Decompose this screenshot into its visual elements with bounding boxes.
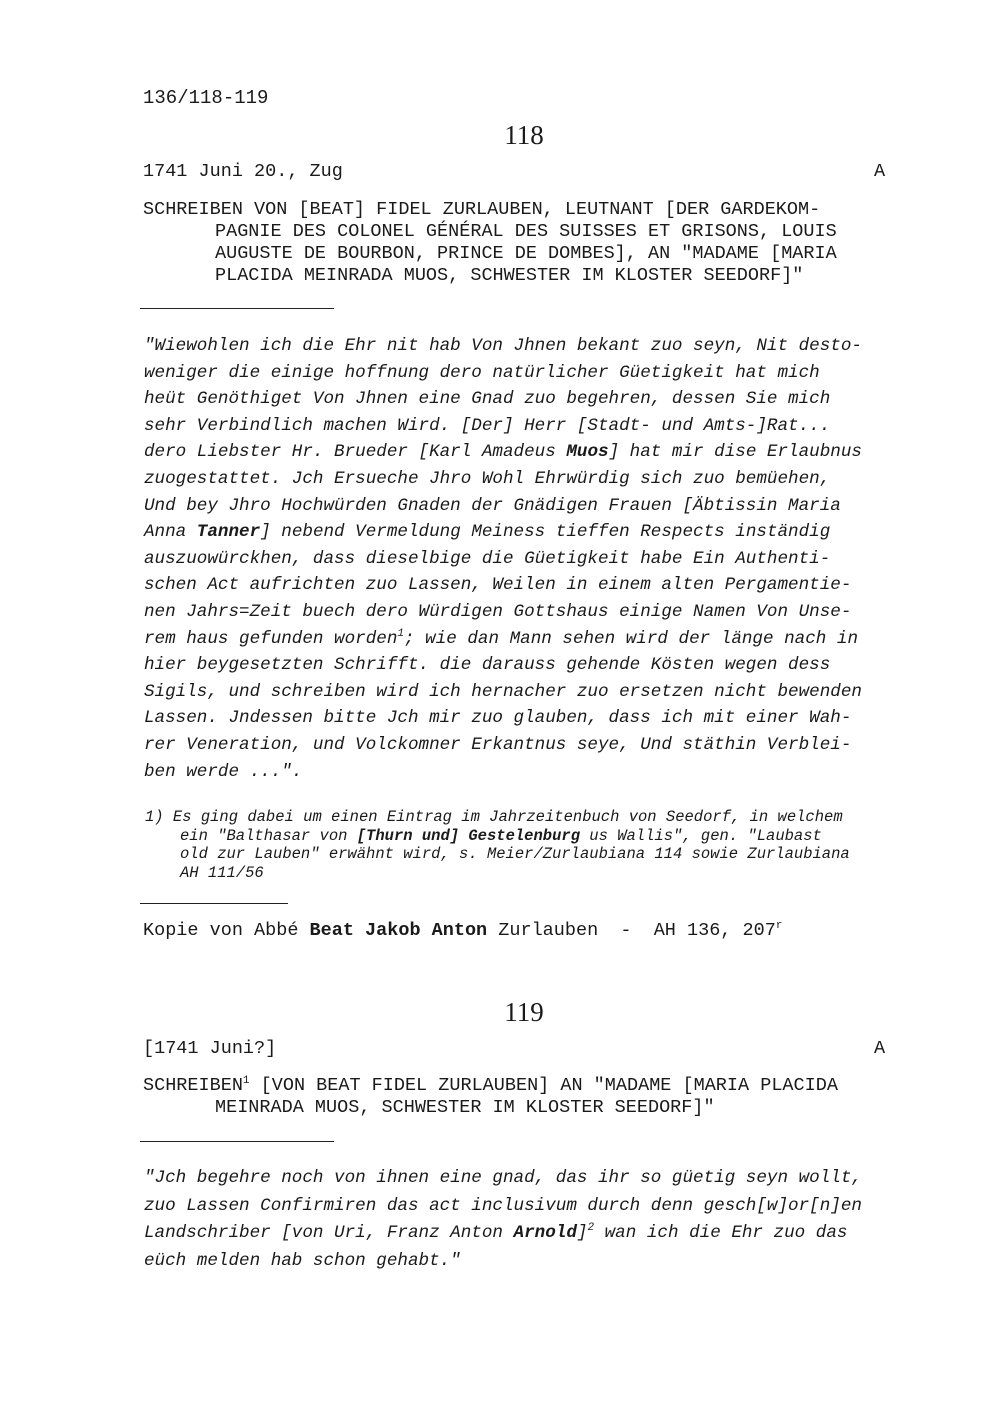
- text-segment: Anna: [144, 522, 197, 543]
- text-line: hier beygesetzten Schrifft. die darauss gehende Kösten wegen dess: [144, 655, 831, 676]
- footnote-marker: 1: [242, 1075, 250, 1087]
- footnote-line: AH 111/56: [180, 863, 264, 882]
- text-line: eüch melden hab schon gehabt.": [144, 1250, 461, 1271]
- doc119-date-place: [1741 Juni?]: [143, 1038, 277, 1059]
- text-segment: rem haus gefunden worden: [144, 628, 398, 649]
- doc118-grade: A: [874, 161, 886, 182]
- archive-reference: 136/118-119: [143, 87, 269, 109]
- footnote-line: old zur Lauben" erwähnt wird, s. Meier/Zurlaubiana 114 sowie Zurlaubiana: [180, 845, 850, 863]
- doc-number-119: 119: [504, 997, 544, 1027]
- footnote-marker: 2: [587, 1222, 595, 1234]
- title-line: SCHREIBEN VON [BEAT] FIDEL ZURLAUBEN, LEUTNANT [DER GARDEKOM-: [143, 199, 821, 220]
- doc118-footnote: [145, 808, 850, 882]
- doc118-date-place: 1741 Juni 20., Zug: [143, 161, 343, 182]
- person-name-bold: Beat Jakob Anton: [309, 920, 488, 941]
- text-line: zuo Lassen Confirmiren das act inclusivum durch denn gesch[w]or[n]en: [144, 1195, 862, 1216]
- text-line: ben werde ...".: [144, 761, 303, 782]
- title-line: AUGUSTE DE BOURBON, PRINCE DE DOMBES], AN "MADAME [MARIA: [215, 243, 837, 264]
- separator-rule: [140, 903, 288, 904]
- text-line: weniger die einige hoffnung dero natürlicher Güetigkeit hat mich: [144, 362, 820, 383]
- doc119-grade: A: [874, 1038, 886, 1059]
- person-name-bold: Tanner: [196, 522, 261, 543]
- text-segment: SCHREIBEN: [143, 1075, 243, 1096]
- text-segment: Kopie von Abbé: [143, 920, 310, 941]
- text-segment: Zurlauben - AH 136, 207: [487, 920, 776, 941]
- text-line: [144, 519, 862, 546]
- text-line: schen Act aufrichten zuo Lassen, Weilen in einem alten Pergamentie-: [144, 575, 852, 596]
- title-line: PAGNIE DES COLONEL GÉNÉRAL DES SUISSES ET GRISONS, LOUIS: [215, 221, 837, 242]
- text-segment: [VON BEAT FIDEL ZURLAUBEN] AN "MADAME [MARIA PLACIDA: [249, 1075, 838, 1096]
- text-line: Und bey Jhro Hochwürden Gnaden der Gnädigen Frauen [Äbtissin Maria: [144, 495, 841, 516]
- doc118-source: [143, 920, 782, 941]
- doc118-letter-text: [144, 333, 862, 785]
- footnote-line: [145, 808, 850, 827]
- text-line: Lassen. Jndessen bitte Jch mir zuo glauben, dass ich mit einer Wah-: [144, 708, 852, 729]
- text-segment: ]: [576, 1223, 588, 1243]
- separator-rule: [140, 308, 334, 309]
- text-segment: ] nebend Vermeldung Meiness tieffen Respects inständig: [260, 522, 831, 543]
- doc119-letter-text: [144, 1165, 862, 1275]
- text-line: nen Jahrs=Zeit buech dero Würdigen Gottshaus einige Namen Von Unse-: [144, 601, 852, 622]
- text-line: [144, 1220, 862, 1248]
- text-segment: ] hat mir dise Erlaubnus: [608, 442, 862, 463]
- title-line: MEINRADA MUOS, SCHWESTER IM KLOSTER SEEDORF]": [215, 1097, 715, 1118]
- text-line: rer Veneration, und Volckomner Erkantnus seye, Und stäthin Verblei-: [144, 734, 852, 755]
- text-segment: Landschriber [von Uri, Franz Anton: [144, 1223, 514, 1243]
- text-line: "Wiewohlen ich die Ehr nit hab Von Jhnen bekant zuo seyn, Nit desto-: [144, 336, 862, 356]
- text-line: Sigils, und schreiben wird ich hernacher zuo ersetzen nicht bewenden: [144, 681, 862, 702]
- text-line: [144, 626, 862, 653]
- text-line: sehr Verbindlich machen Wird. [Der] Herr [Stadt- und Amts-]Rat...: [144, 415, 831, 436]
- text-segment: dero Liebster Hr. Brueder [Karl Amadeus: [144, 442, 567, 463]
- text-segment: wan ich die Ehr zuo das: [594, 1223, 848, 1243]
- separator-rule: [140, 1141, 334, 1142]
- text-segment: ; wie dan Mann sehen wird der länge nach in: [404, 628, 859, 649]
- doc-number-118: 118: [504, 120, 544, 150]
- place-name-bold: Gestelenburg: [468, 826, 580, 845]
- footnote-number: 1): [145, 808, 164, 826]
- text-segment: [459, 827, 468, 845]
- folio-marker: r: [775, 920, 783, 932]
- text-line: auszuowürckhen, dass dieselbige die Güetigkeit habe Ein Authenti-: [144, 548, 831, 569]
- title-line: [143, 1075, 918, 1097]
- text-line: [144, 439, 862, 466]
- text-segment: Es ging dabei um einen Eintrag im Jahrzeitenbuch von Seedorf, in welchem: [172, 808, 843, 826]
- person-name-bold: Arnold: [513, 1223, 577, 1243]
- place-name-bold: [Thurn und]: [356, 826, 460, 845]
- text-segment: ein "Balthasar von: [180, 826, 357, 845]
- doc119-title: [143, 1075, 918, 1119]
- text-line: heüt Genöthiget Von Jhnen eine Gnad zuo begehren, dessen Sie mich: [144, 389, 831, 410]
- text-segment: us Wallis", gen. "Laubast: [580, 826, 822, 845]
- doc118-title: [143, 199, 918, 287]
- title-line: PLACIDA MEINRADA MUOS, SCHWESTER IM KLOSTER SEEDORF]": [215, 265, 804, 286]
- text-line: zuogestattet. Jch Ersueche Jhro Wohl Ehrwürdig sich zuo bemüehen,: [144, 468, 831, 489]
- text-line: "Jch begehre noch von ihnen eine gnad, das ihr so güetig seyn wollt,: [144, 1168, 862, 1188]
- person-name-bold: Muos: [566, 442, 609, 463]
- footnote-line: [145, 827, 850, 846]
- footnote-marker: 1: [397, 627, 405, 640]
